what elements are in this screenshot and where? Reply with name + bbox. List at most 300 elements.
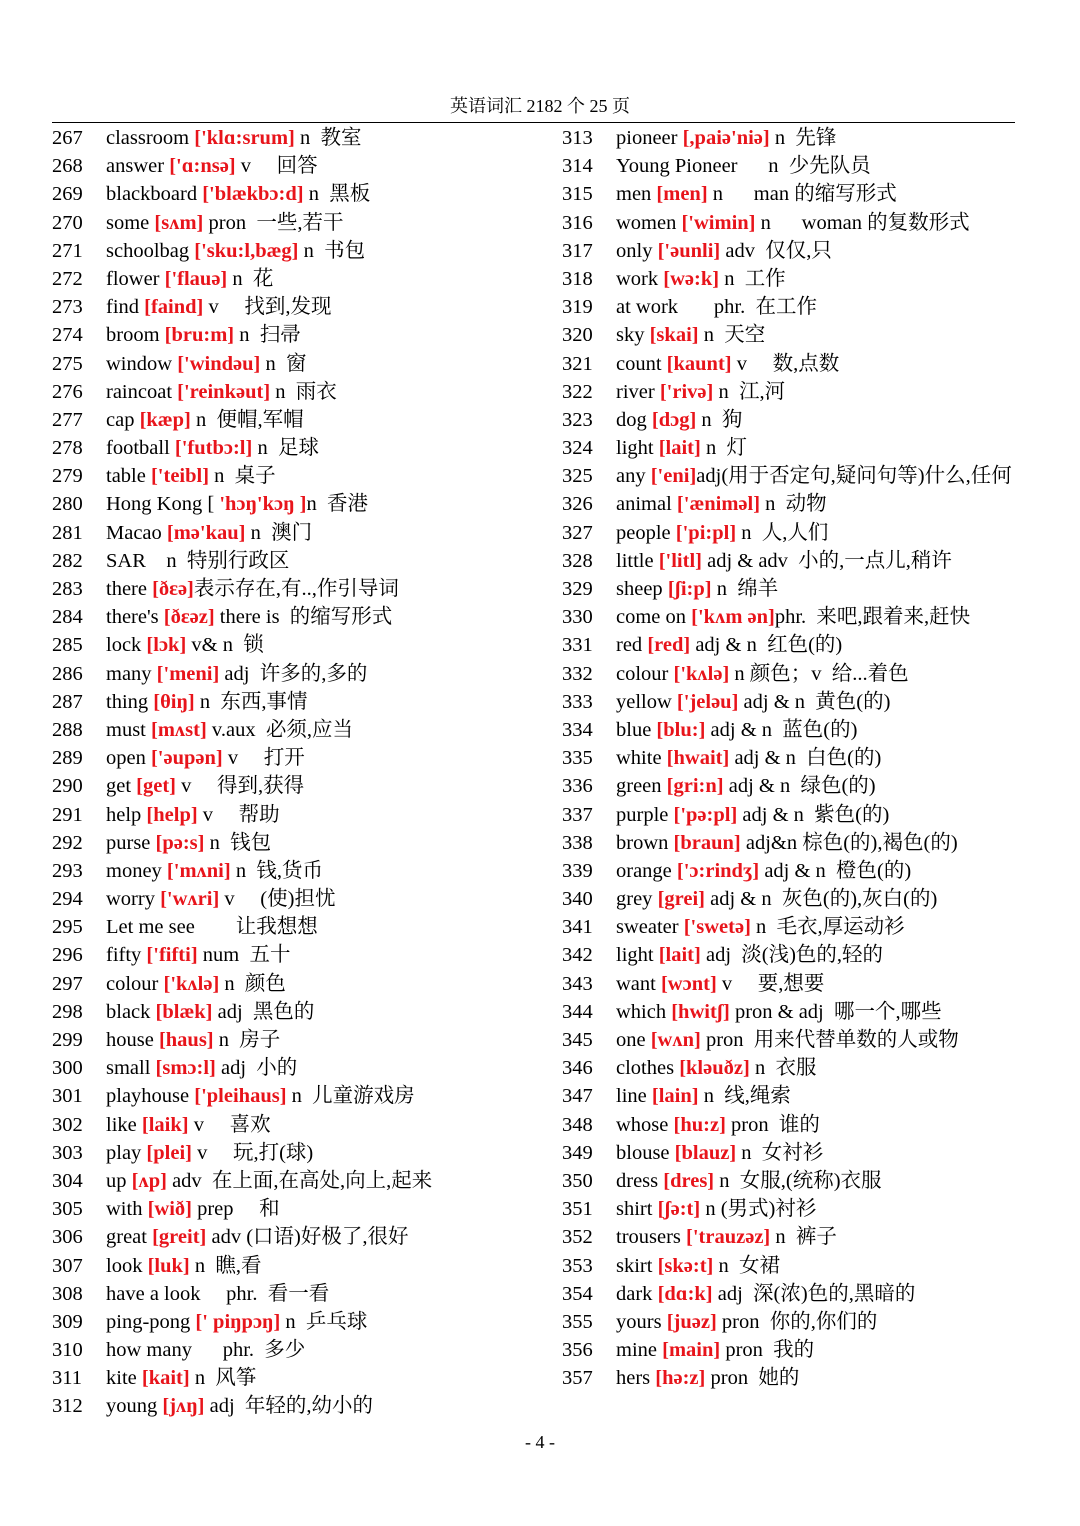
- entry-word: any: [616, 465, 651, 488]
- vocab-entry: [52, 772, 547, 800]
- entry-meaning: n 东西,事情: [194, 690, 308, 713]
- entry-number: 301: [52, 1085, 83, 1108]
- entry-word: get: [106, 775, 137, 798]
- vocab-entry: [52, 1195, 547, 1223]
- entry-meaning: n 女衬衫: [736, 1141, 824, 1164]
- entry-word: flower: [106, 267, 165, 290]
- entry-word: worry: [106, 888, 161, 911]
- entry-phonetic: [skai]: [649, 324, 699, 347]
- entry-phonetic: ['klɑ:srum]: [194, 127, 295, 149]
- entry-number: 271: [52, 239, 83, 262]
- entry-phonetic: ['reinkəut]: [177, 380, 271, 403]
- entry-number: 336: [562, 775, 593, 798]
- entry-word: light: [616, 437, 659, 460]
- entry-meaning: n 香港: [306, 493, 368, 516]
- entry-phonetic: [kait]: [141, 1367, 190, 1390]
- vocab-entry: [562, 350, 1022, 378]
- vocab-entry: [562, 913, 1022, 941]
- entry-phonetic: ['windəu]: [177, 352, 261, 375]
- entry-word: sweater: [616, 916, 684, 939]
- entry-meaning: v 帮助: [197, 803, 280, 826]
- entry-meaning: n 狗: [696, 408, 743, 431]
- entry-word: pioneer: [616, 127, 683, 149]
- entry-phonetic: [ʃə:t]: [657, 1198, 701, 1221]
- vocab-entry: [52, 180, 547, 208]
- entry-phonetic: [pə:s]: [155, 831, 205, 854]
- entry-phonetic: ['əunli]: [657, 239, 721, 262]
- header-rule: [52, 122, 1015, 123]
- vocab-entry: [562, 209, 1022, 237]
- vocab-entry: [562, 772, 1022, 800]
- entry-word: Hong Kong [: [106, 493, 220, 516]
- entry-word: purple: [616, 803, 674, 826]
- entry-meaning: pron 用来代替单数的人或物: [700, 1029, 959, 1052]
- entry-number: 334: [562, 718, 593, 741]
- entry-word: Macao: [106, 521, 167, 544]
- entry-phonetic: [blauz]: [674, 1141, 737, 1164]
- vocab-entry: [562, 716, 1022, 744]
- entry-word: women: [616, 211, 682, 234]
- entry-phonetic: [hwait]: [666, 747, 730, 770]
- entry-phonetic: ['kʌlə]: [673, 662, 730, 685]
- entry-word: people: [616, 521, 676, 544]
- vocab-entry: [52, 1336, 547, 1364]
- entry-phonetic: ['swetə]: [683, 916, 751, 939]
- entry-meaning: v 得到,获得: [176, 775, 305, 798]
- entry-meaning: adj & adv 小的,一点儿,稍许: [701, 549, 952, 572]
- vocab-entry: [562, 519, 1022, 547]
- entry-phonetic: ['æniməl]: [676, 493, 761, 516]
- vocab-entry: [52, 1392, 547, 1420]
- entry-phonetic: ['eni]: [650, 465, 697, 488]
- entry-phonetic: [laik]: [141, 1113, 189, 1136]
- entry-phonetic: [,paiə'niə]: [682, 127, 770, 149]
- entry-word: there: [106, 578, 153, 600]
- entry-number: 290: [52, 775, 83, 798]
- entry-word: some: [106, 211, 155, 234]
- entry-phonetic: ['kʌm ən]: [691, 606, 775, 629]
- entry-word: red: [616, 634, 648, 657]
- entry-word: which: [616, 1000, 672, 1023]
- entry-meaning: phr. 来吧,跟着来,赶快: [774, 606, 971, 629]
- entry-word: trousers: [616, 1226, 687, 1249]
- vocab-entry: [52, 1223, 547, 1251]
- entry-number: 297: [52, 972, 83, 995]
- entry-meaning: adj & n 紫色(的): [737, 803, 890, 826]
- entry-phonetic: [sʌm]: [154, 211, 204, 234]
- vocab-entry: [52, 998, 547, 1026]
- entry-word: dark: [616, 1282, 658, 1305]
- entry-meaning: n 教室: [294, 127, 362, 149]
- vocab-entry: [52, 744, 547, 772]
- entry-meaning: n 工作: [719, 267, 786, 290]
- entry-meaning: n 裤子: [770, 1226, 837, 1249]
- entry-number: 320: [562, 324, 593, 347]
- entry-phonetic: ['mʌni]: [166, 859, 231, 882]
- entry-word: kite: [106, 1367, 142, 1390]
- entry-meaning: n 乒乓球: [280, 1310, 368, 1333]
- entry-word: find: [106, 296, 145, 319]
- vocab-entry: [52, 857, 547, 885]
- entry-number: 350: [562, 1169, 593, 1192]
- entry-word: colour: [106, 972, 164, 995]
- vocab-entry: [52, 265, 547, 293]
- entry-number: 327: [562, 521, 593, 544]
- entry-phonetic: [θiŋ]: [153, 690, 195, 713]
- entry-meaning: n 澳门: [245, 521, 313, 544]
- entry-meaning: v.aux 必须,应当: [206, 718, 353, 741]
- entry-phonetic: [dɑ:k]: [657, 1282, 713, 1305]
- entry-phonetic: [lain]: [651, 1085, 699, 1108]
- entry-phonetic: [bru:m]: [164, 324, 235, 347]
- entry-phonetic: [luk]: [147, 1254, 190, 1277]
- entry-meaning: v 数,点数: [731, 352, 840, 375]
- vocab-entry: [52, 829, 547, 857]
- entry-number: 333: [562, 690, 593, 713]
- vocab-entry: [52, 462, 547, 490]
- vocab-entry: [52, 1280, 547, 1308]
- vocab-entry: [562, 688, 1022, 716]
- entry-number: 287: [52, 690, 83, 713]
- entry-phonetic: [gri:n]: [666, 775, 724, 798]
- vocab-entry: [562, 321, 1022, 349]
- entry-phonetic: ['futbɔ:l]: [174, 437, 253, 460]
- vocab-entry: [52, 1082, 547, 1110]
- entry-number: 338: [562, 831, 593, 854]
- entry-number: 349: [562, 1141, 593, 1164]
- entry-meaning: pron 你的,你们的: [716, 1310, 878, 1333]
- entry-word: fifty: [106, 944, 147, 967]
- entry-word: animal: [616, 493, 677, 516]
- vocab-entry: [562, 378, 1022, 406]
- entry-meaning: n 先锋: [769, 127, 837, 149]
- entry-number: 332: [562, 662, 593, 685]
- entry-word: broom: [106, 324, 165, 347]
- vocab-entry: [52, 660, 547, 688]
- entry-phonetic: ['meni]: [156, 662, 220, 685]
- entry-meaning: n 房子: [213, 1029, 281, 1051]
- entry-phonetic: [haus]: [158, 1029, 214, 1051]
- entry-word: table: [106, 465, 151, 488]
- entry-number: 340: [562, 888, 593, 911]
- entry-number: 307: [52, 1254, 83, 1277]
- entry-meaning: n 儿童游戏房: [286, 1085, 415, 1108]
- vocab-entry: [562, 631, 1022, 659]
- entry-meaning: n 黑板: [303, 183, 371, 206]
- vocab-entry: [52, 885, 547, 913]
- entry-meaning: adj 淡(浅)色的,轻的: [700, 944, 884, 967]
- vocab-entry: [562, 660, 1022, 688]
- vocab-entry: [52, 293, 547, 321]
- entry-number: 313: [562, 127, 593, 149]
- entry-number: 322: [562, 380, 593, 403]
- entry-meaning: adj 许多的,多的: [219, 662, 368, 685]
- vocab-entry: [562, 1139, 1022, 1167]
- entry-phonetic: [wʌn]: [650, 1029, 701, 1052]
- entry-meaning: n 桌子: [209, 465, 276, 488]
- entry-word: want: [616, 972, 661, 995]
- entry-phonetic: ['ɑ:nsə]: [169, 155, 236, 178]
- entry-number: 341: [562, 916, 593, 939]
- entry-meaning: adj & n 红色(的): [690, 634, 843, 657]
- entry-meaning: n 毛衣,厚运动衫: [750, 916, 905, 939]
- entry-meaning: n 颜色: [219, 972, 286, 995]
- vocab-entry: [52, 321, 547, 349]
- entry-word: colour: [616, 662, 674, 685]
- entry-number: 281: [52, 521, 83, 544]
- entry-word: light: [616, 944, 659, 967]
- vocab-entry: [562, 462, 1022, 490]
- vocab-entry: [52, 1026, 547, 1054]
- entry-number: 311: [52, 1367, 82, 1390]
- entry-number: 314: [562, 155, 593, 178]
- entry-meaning: v (使)担忧: [219, 888, 336, 911]
- entry-number: 335: [562, 747, 593, 770]
- vocab-entry: [562, 1308, 1022, 1336]
- entry-phonetic: [' piŋpɔŋ]: [195, 1310, 281, 1333]
- vocab-entry: [562, 941, 1022, 969]
- entry-number: 352: [562, 1226, 593, 1249]
- entry-phonetic: [ðɛəz]: [163, 606, 215, 629]
- entry-word: sky: [616, 324, 650, 347]
- entry-number: 295: [52, 916, 83, 939]
- entry-phonetic: ['pleihaus]: [194, 1085, 287, 1108]
- entry-phonetic: [greit]: [152, 1226, 207, 1249]
- entry-phonetic: ['flauə]: [164, 267, 228, 290]
- entry-meaning: adj 年轻的,幼小的: [204, 1395, 374, 1418]
- vocab-entry: [52, 688, 547, 716]
- entry-meaning: n (男式)衬衫: [700, 1198, 817, 1221]
- entry-number: 318: [562, 267, 593, 290]
- entry-meaning: adj&n 棕色(的),褐色(的): [740, 831, 958, 854]
- entry-word: there's: [106, 606, 164, 629]
- vocab-entry: [562, 1026, 1022, 1054]
- entry-meaning: adj & n 灰色(的),灰白(的): [705, 888, 938, 911]
- page-header: 英语词汇 2182 个 25 页: [450, 96, 630, 116]
- vocab-entry: [52, 350, 547, 378]
- vocab-entry: [52, 124, 547, 152]
- entry-meaning: n 灯: [700, 437, 747, 460]
- entry-number: 285: [52, 634, 83, 657]
- entry-phonetic: [ʃi:p]: [667, 578, 712, 601]
- entry-word: play: [106, 1141, 147, 1164]
- entry-phonetic: [ʌp]: [131, 1169, 167, 1192]
- entry-number: 280: [52, 493, 83, 516]
- entry-phonetic: ['blækbɔ:d]: [202, 183, 304, 206]
- entry-word: dress: [616, 1169, 664, 1192]
- entry-number: 296: [52, 944, 83, 967]
- vocab-entry: [52, 913, 547, 941]
- entry-phonetic: [men]: [656, 183, 708, 206]
- vocab-entry: [562, 434, 1022, 462]
- entry-word: raincoat: [106, 380, 178, 403]
- entry-meaning: n 天空: [698, 324, 766, 347]
- vocab-entry: [52, 970, 547, 998]
- vocab-entry: [562, 406, 1022, 434]
- page-number: - 4 -: [525, 1432, 555, 1452]
- entry-phonetic: [hwitʃ]: [671, 1000, 730, 1023]
- entry-word: many: [106, 662, 157, 685]
- entry-number: 286: [52, 662, 83, 685]
- entry-number: 303: [52, 1141, 83, 1164]
- entry-word: open: [106, 747, 151, 770]
- entry-word: up: [106, 1169, 132, 1192]
- entry-number: 346: [562, 1057, 593, 1080]
- vocab-entry: [52, 1308, 547, 1336]
- entry-word: work: [616, 267, 664, 290]
- entry-word: playhouse: [106, 1085, 195, 1108]
- entry-phonetic: ['pə:pl]: [673, 803, 738, 826]
- entry-phonetic: [wɔnt]: [660, 972, 717, 995]
- entry-meaning: pron 我的: [720, 1339, 815, 1362]
- entry-meaning: adj & n 橙色(的): [759, 859, 912, 882]
- entry-meaning: adj & n 绿色(的): [723, 775, 876, 798]
- entry-meaning: n 绵羊: [711, 578, 779, 601]
- vocab-entry: [562, 265, 1022, 293]
- vocab-entry: [562, 801, 1022, 829]
- entry-phonetic: [faind]: [144, 296, 204, 319]
- vocab-entry: [562, 1252, 1022, 1280]
- vocab-entry: [52, 1139, 547, 1167]
- vocab-entry: [562, 1111, 1022, 1139]
- vocab-entry: [52, 378, 547, 406]
- entry-number: 344: [562, 1000, 593, 1023]
- entry-phonetic: ['əupən]: [150, 747, 223, 770]
- entry-phonetic: ['wʌri]: [160, 888, 220, 911]
- entry-word: mine: [616, 1339, 663, 1362]
- entry-number: 317: [562, 239, 593, 262]
- entry-meaning: adj & n 蓝色(的): [705, 718, 858, 741]
- entry-word: cap: [106, 408, 140, 431]
- entry-word: clothes: [616, 1057, 680, 1080]
- entry-meaning: adj(用于否定句,疑问句等)什么,任何: [696, 465, 1012, 488]
- entry-number: 354: [562, 1282, 593, 1305]
- vocab-entry: [562, 547, 1022, 575]
- entry-word: answer: [106, 155, 170, 178]
- entry-phonetic: [kæp]: [139, 408, 191, 431]
- vocab-entry: [562, 1223, 1022, 1251]
- entry-meaning: there is 的缩写形式: [214, 606, 393, 629]
- entry-phonetic: [mə'kau]: [166, 521, 246, 544]
- vocab-entry: [562, 603, 1022, 631]
- entry-phonetic: ['fifti]: [146, 944, 198, 967]
- entry-meaning: adj & n 白色(的): [729, 747, 882, 770]
- entry-phonetic: [hə:z]: [655, 1367, 706, 1390]
- entry-meaning: adv 仅仅,只: [720, 239, 832, 262]
- entry-number: 328: [562, 549, 593, 572]
- entry-phonetic: [kləuðz]: [679, 1057, 750, 1080]
- entry-phonetic: ['wimin]: [681, 211, 756, 234]
- entry-number: 343: [562, 972, 593, 995]
- entry-meaning: adj 深(浓)色的,黑暗的: [712, 1282, 916, 1305]
- entry-word: blue: [616, 718, 657, 741]
- entry-word: SAR n 特别行政区: [106, 549, 290, 572]
- entry-word: purse: [106, 831, 156, 854]
- entry-phonetic: [lait]: [658, 944, 701, 967]
- entry-number: 298: [52, 1000, 83, 1023]
- entry-number: 294: [52, 888, 83, 911]
- entry-word: shirt: [616, 1198, 658, 1221]
- entry-number: 355: [562, 1310, 593, 1333]
- entry-meaning: v 回答: [235, 155, 318, 178]
- vocab-entry: [562, 885, 1022, 913]
- entry-word: men: [616, 183, 657, 206]
- entry-word: one: [616, 1029, 651, 1052]
- vocab-entry: [52, 547, 547, 575]
- vocab-entry: [52, 1111, 547, 1139]
- entry-meaning: n 窗: [260, 352, 307, 375]
- entry-word: lock: [106, 634, 147, 657]
- entry-word: white: [616, 747, 667, 770]
- entry-phonetic: ['jeləu]: [676, 690, 739, 713]
- entry-meaning: v 喜欢: [188, 1113, 271, 1136]
- entry-meaning: 表示存在,有..,作引导词: [193, 578, 399, 600]
- entry-phonetic: [juəz]: [666, 1310, 717, 1333]
- entry-meaning: n 风筝: [189, 1367, 257, 1390]
- entry-word: dog: [616, 408, 652, 431]
- entry-number: 310: [52, 1339, 83, 1362]
- entry-meaning: v& n 锁: [186, 634, 264, 657]
- entry-number: 312: [52, 1395, 83, 1418]
- entry-phonetic: 'hɔŋ'kɔŋ ]: [219, 493, 307, 516]
- entry-word: thing: [106, 690, 154, 713]
- entry-phonetic: [blæk]: [155, 1000, 213, 1023]
- vocab-entry: [52, 237, 547, 265]
- entry-number: 309: [52, 1310, 83, 1333]
- entry-number: 325: [562, 465, 593, 488]
- entry-word: grey: [616, 888, 658, 911]
- entry-word: look: [106, 1254, 148, 1277]
- entry-meaning: n 衣服: [749, 1057, 817, 1080]
- entry-number: 316: [562, 211, 593, 234]
- entry-word: sheep: [616, 578, 668, 601]
- entry-number: 357: [562, 1367, 593, 1390]
- vocab-entry: [562, 1280, 1022, 1308]
- entry-number: 284: [52, 606, 83, 629]
- entry-number: 342: [562, 944, 593, 967]
- vocab-entry: [562, 998, 1022, 1026]
- entry-word: must: [106, 718, 151, 741]
- entry-meaning: pron 谁的: [725, 1113, 820, 1136]
- vocab-entry: [562, 293, 1022, 321]
- vocab-entry: [562, 180, 1022, 208]
- entry-meaning: n 女裙: [713, 1254, 780, 1277]
- vocab-entry: [562, 490, 1022, 518]
- entry-phonetic: [hu:z]: [673, 1113, 726, 1136]
- entry-word: skirt: [616, 1254, 658, 1277]
- entry-phonetic: [grei]: [657, 888, 705, 911]
- entry-phonetic: ['pi:pl]: [675, 521, 737, 544]
- entry-word: river: [616, 380, 660, 403]
- entry-number: 356: [562, 1339, 593, 1362]
- entry-number: 278: [52, 437, 83, 460]
- entry-number: 293: [52, 859, 83, 882]
- entry-word: classroom: [106, 127, 195, 149]
- vocab-entry: [562, 1364, 1022, 1392]
- entry-word: window: [106, 352, 178, 375]
- vocab-entry: [52, 716, 547, 744]
- entry-phonetic: [main]: [662, 1339, 721, 1362]
- entry-number: 330: [562, 606, 593, 629]
- entry-meaning: n 钱,货币: [230, 859, 323, 882]
- entry-number: 319: [562, 296, 593, 319]
- entry-meaning: n 动物: [760, 493, 827, 516]
- vocab-entry: [52, 152, 547, 180]
- vocab-entry: [52, 519, 547, 547]
- entry-number: 276: [52, 380, 83, 403]
- entry-number: 299: [52, 1029, 83, 1051]
- vocab-entry: [52, 1054, 547, 1082]
